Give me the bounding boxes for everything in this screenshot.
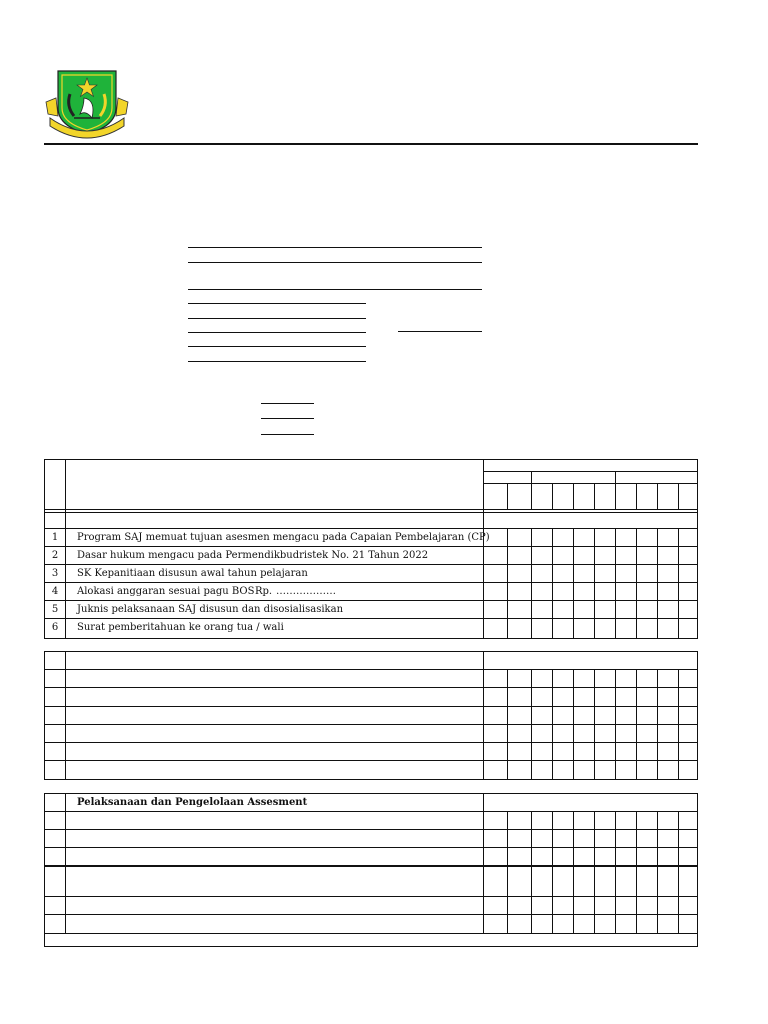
row-number: 1 <box>51 532 59 543</box>
blank-line <box>188 247 482 248</box>
criteria-text: SK Kepanitiaan disusun awal tahun pelajaran <box>77 568 308 579</box>
blank-line <box>398 331 482 332</box>
blank-line <box>188 361 366 362</box>
criteria-text: Surat pemberitahuan ke orang tua / wali <box>77 622 284 633</box>
blank-line <box>261 403 314 404</box>
rupiah-label: Rp. <box>255 586 273 597</box>
row-number: 5 <box>51 604 59 615</box>
row-number: 2 <box>51 550 59 561</box>
blank-line <box>188 303 366 304</box>
row-number: 3 <box>51 568 59 579</box>
blank-line <box>188 318 366 319</box>
blank-line <box>261 418 314 419</box>
checklist-table-a <box>44 459 698 639</box>
regional-emblem-logo <box>44 68 130 144</box>
row-number: 6 <box>51 622 59 633</box>
checklist-table-b <box>44 651 698 780</box>
criteria-text: Program SAJ memuat tujuan asesmen mengacu pada Capaian Pembelajaran (CP) <box>77 532 490 543</box>
section-title: Pelaksanaan dan Pengelolaan Assesment <box>77 797 308 808</box>
criteria-text: Alokasi anggaran sesuai pagu BOS <box>77 586 255 597</box>
blank-line <box>188 346 366 347</box>
blank-line <box>188 289 482 290</box>
amount-blank: ……………… <box>276 586 336 597</box>
criteria-text: Juknis pelaksanaan SAJ disusun dan disosialisasikan <box>77 604 344 615</box>
row-number: 4 <box>51 586 59 597</box>
blank-line <box>188 332 366 333</box>
checklist-table-c <box>44 793 698 947</box>
blank-line <box>188 262 482 263</box>
criteria-text: Dasar hukum mengacu pada Permendikbudristek No. 21 Tahun 2022 <box>77 550 429 561</box>
header-divider <box>44 143 698 145</box>
blank-line <box>261 434 314 435</box>
